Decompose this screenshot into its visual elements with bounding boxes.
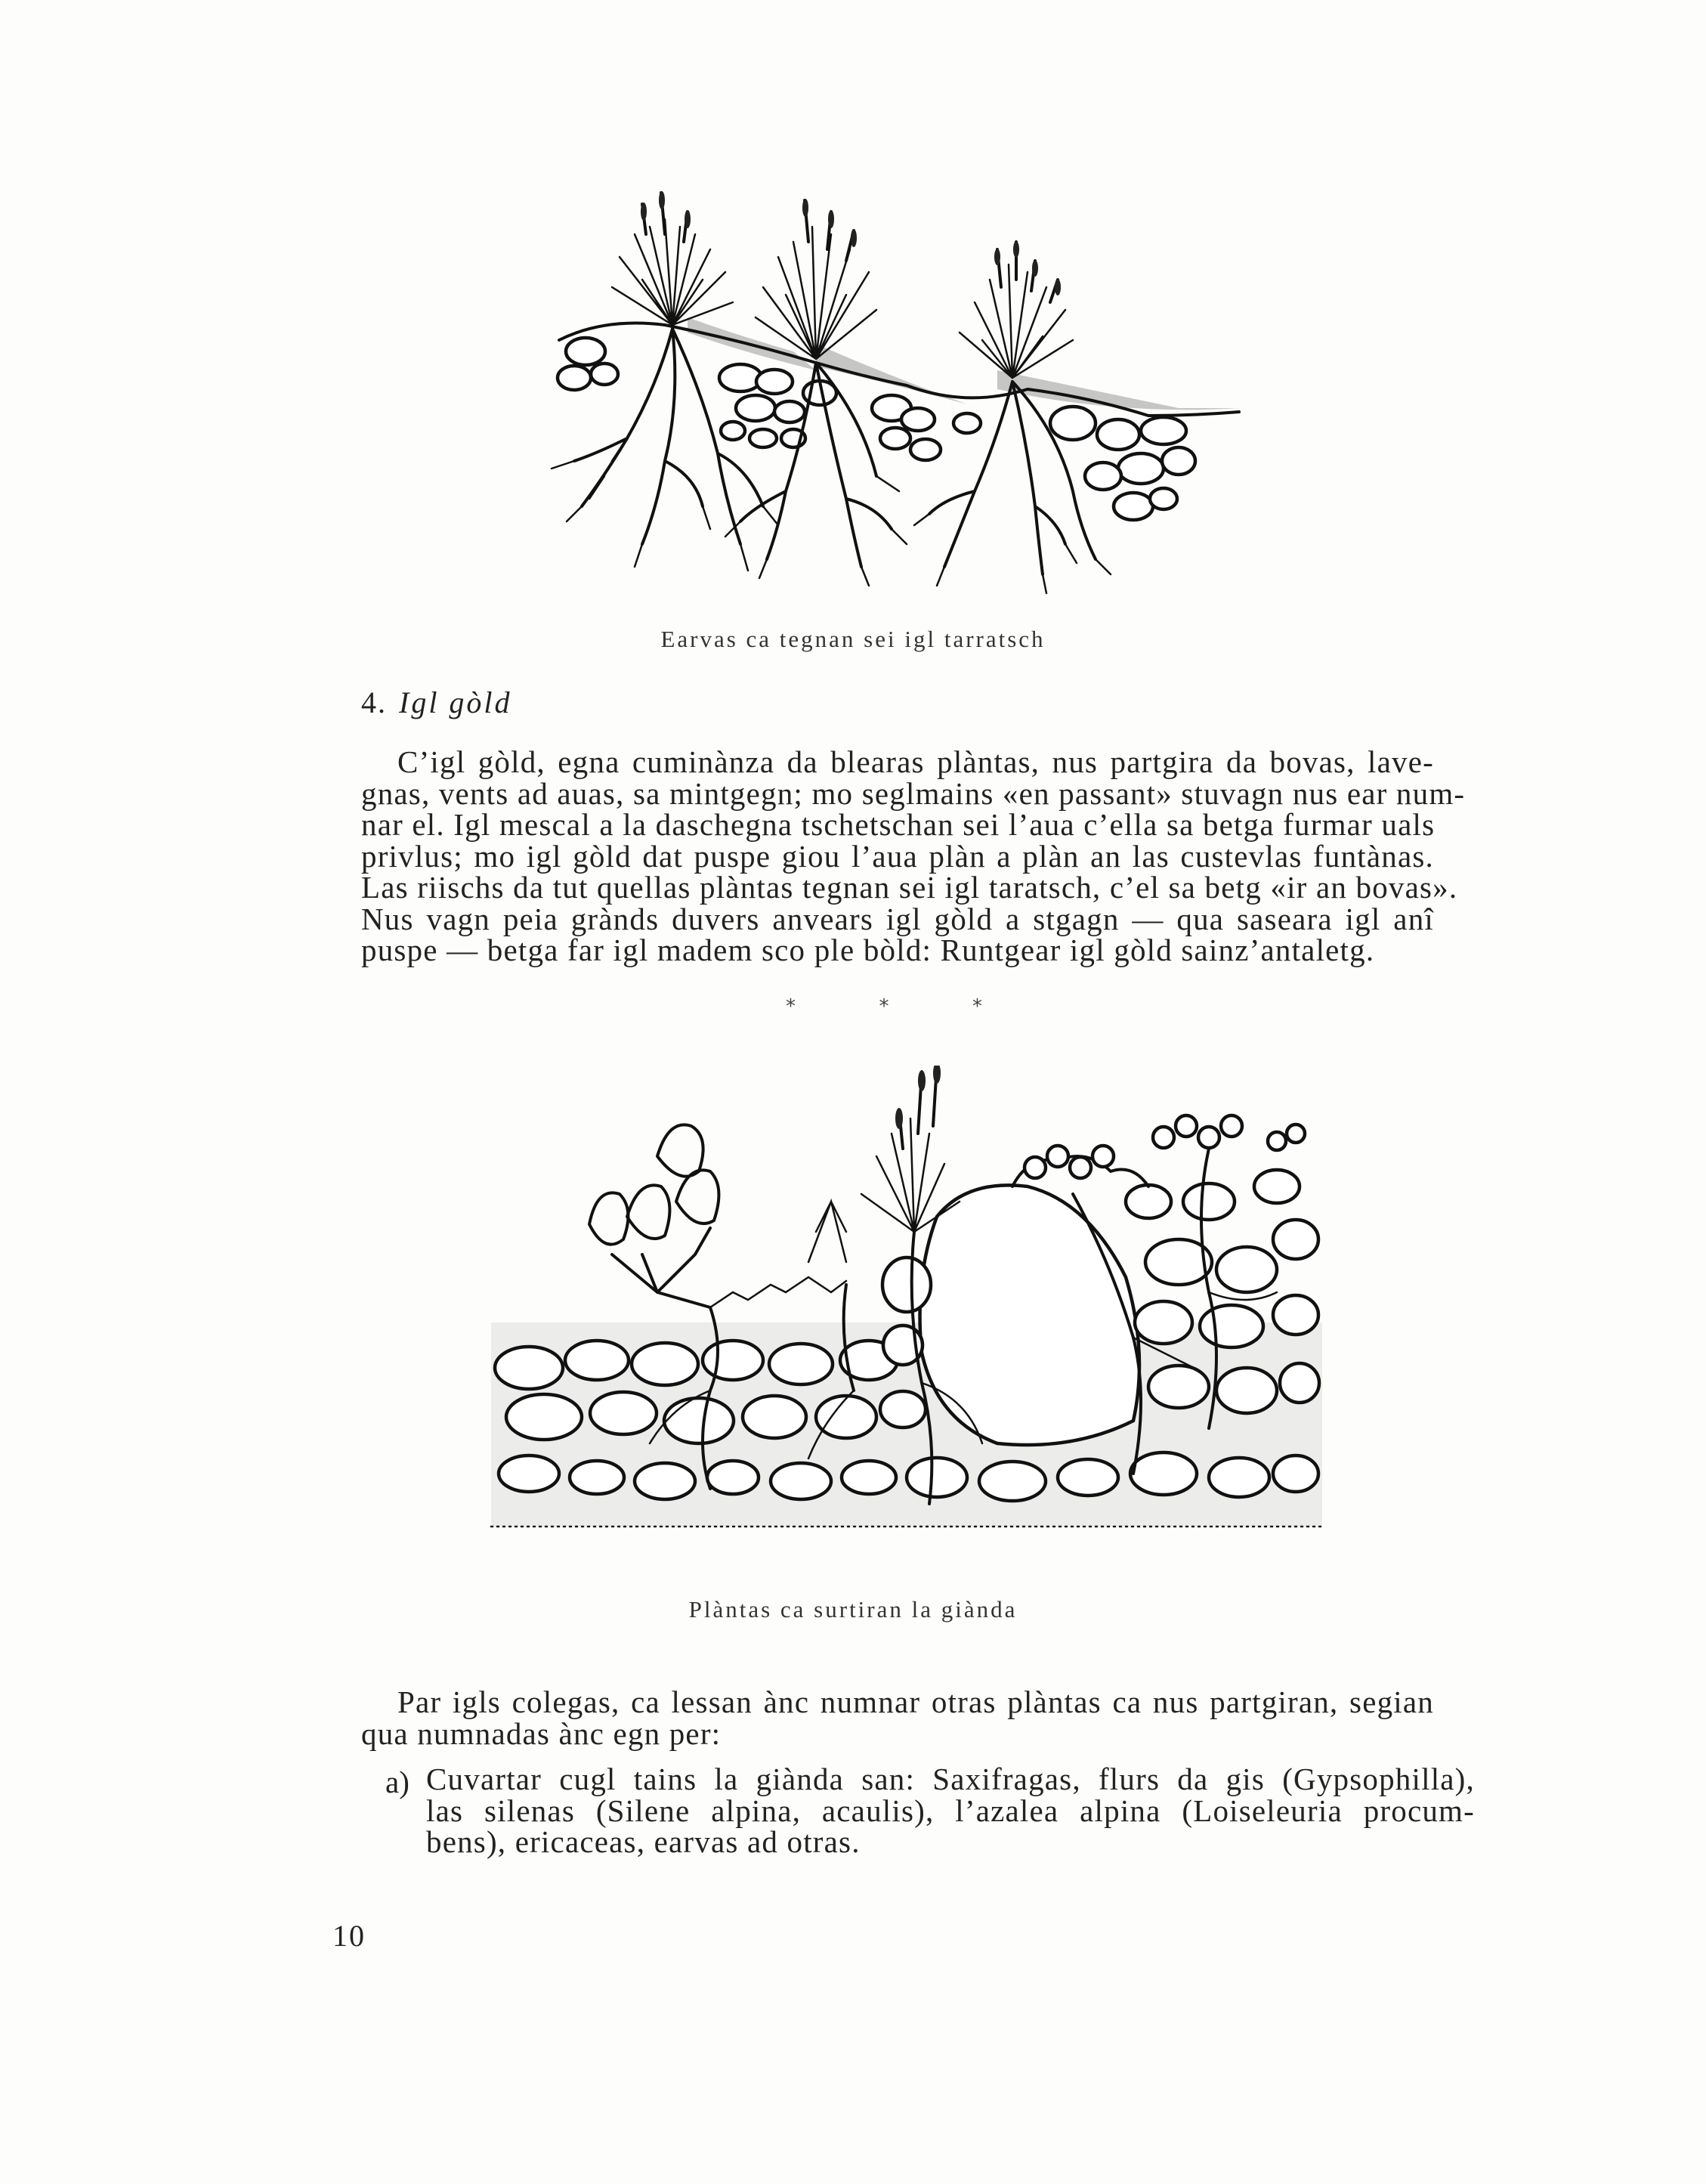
scree-plants-illustration — [484, 1066, 1330, 1542]
grass-tuft-2 — [756, 199, 876, 359]
list-item-text — [426, 1764, 1475, 1858]
page-number: 10 — [332, 1919, 366, 1953]
paragraph-1-line: privlus; mo igl gòld dat puspe giou l’aua plàn a plàn an las custevlas funtànas. — [361, 838, 1434, 874]
figure-top-caption: Earvas ca tegnan sei igl tarratsch — [660, 626, 1046, 652]
grass-tuft-3 — [960, 241, 1073, 378]
section-number: 4. — [361, 685, 387, 719]
paragraph-2-line: qua numnadas ànc egn per: — [361, 1715, 722, 1751]
separator-star: * — [879, 995, 889, 1018]
paragraph-1-line: Las riischs da tut quellas plàntas tegnan sei igl taratsch, c’el sa betg «ir an bovas». — [361, 870, 1458, 905]
grass-tuft-1 — [612, 191, 733, 325]
list-marker: a) — [385, 1765, 410, 1799]
section-title: Igl gòld — [399, 685, 512, 719]
paragraph-2 — [361, 1684, 1434, 1751]
paragraph-1-line: nar el. Igl mescal a la daschegna tschetschan sei l’aua c’ella sa betga furmar uals — [361, 807, 1436, 842]
paragraph-1-line: gnas, vents ad auas, sa mintgegn; mo seglmains «en passant» stuvagn nus ear num- — [361, 775, 1466, 811]
large-boulder — [920, 1185, 1140, 1445]
section-separator — [786, 995, 982, 1018]
section-heading — [361, 685, 512, 720]
grass-roots-illustration — [514, 189, 1254, 597]
soil-stipple — [688, 317, 1239, 410]
flowering-plant — [589, 1124, 846, 1307]
paragraph-1-line: Nus vagn peia grànds duvers anvears igl gòld a stgagn — qua saseara igl anî — [361, 901, 1434, 936]
paragraph-1 — [361, 744, 1466, 967]
paragraph-2-line: Par igls colegas, ca lessan ànc numnar otras plàntas ca nus partgiran, segian — [397, 1684, 1434, 1719]
list-item-line: las silenas (Silene alpina, acaulis), l’azalea alpina (Loiseleuria procum- — [426, 1793, 1475, 1828]
figure-bottom-caption: Plàntas ca surtiran la giànda — [688, 1596, 1018, 1623]
separator-star: * — [972, 995, 982, 1018]
separator-star: * — [786, 995, 796, 1018]
list-item-line: bens), ericaceas, earvas ad otras. — [426, 1824, 861, 1859]
list-item-line: Cuvartar cugl tains la giànda san: Saxifragas, flurs da gis (Gypsophilla), — [426, 1762, 1475, 1796]
paragraph-1-line: puspe — betga far igl madem sco ple bòld: Runtgear igl gòld sainz’antaletg. — [361, 933, 1375, 967]
paragraph-1-line: C’igl gòld, egna cuminànza da blearas plàntas, nus partgira da bovas, lave- — [397, 744, 1434, 779]
soil-stones — [558, 338, 1195, 520]
